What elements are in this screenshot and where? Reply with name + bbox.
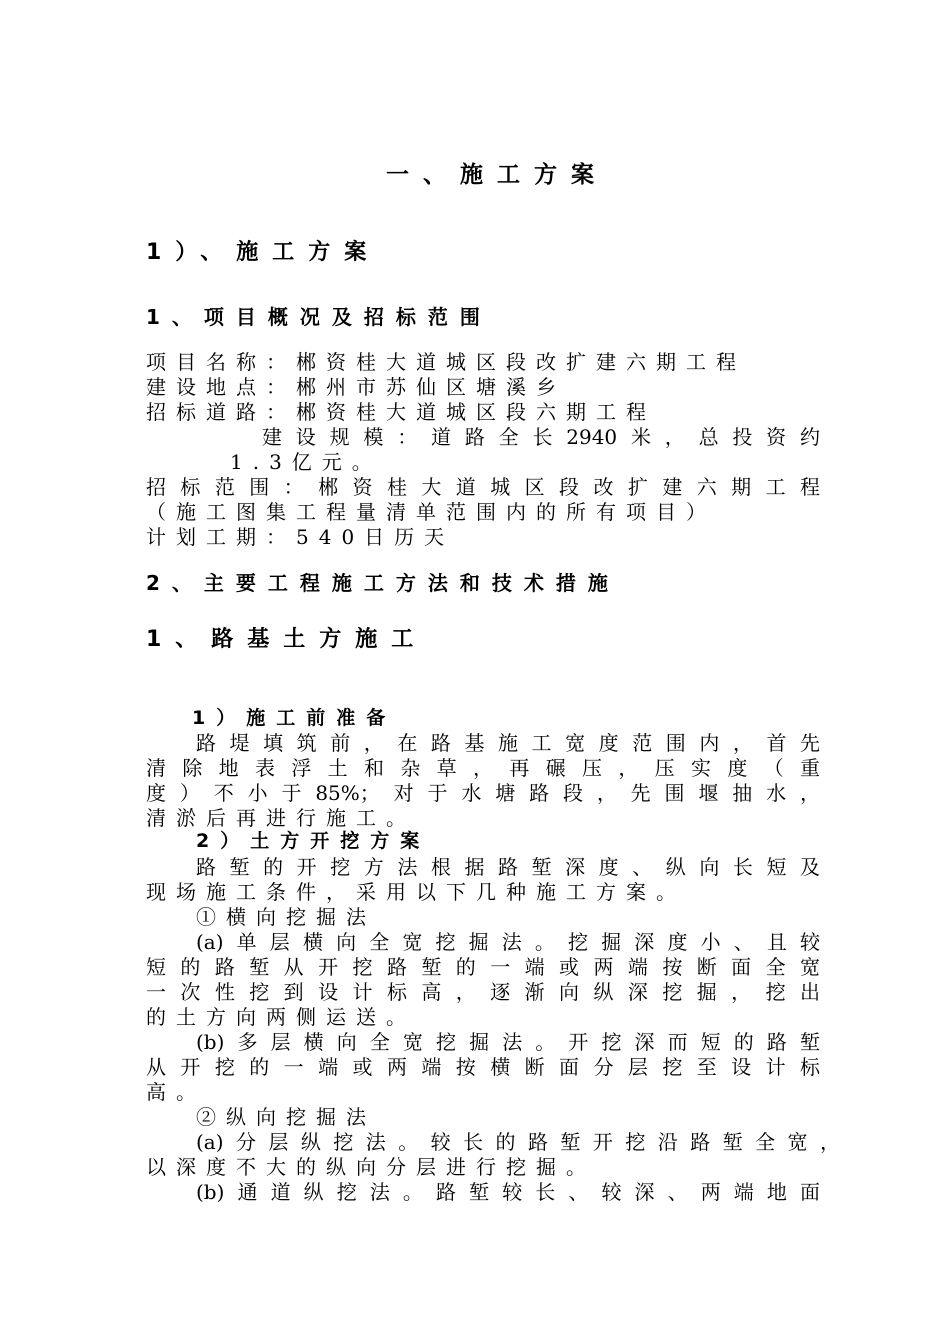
project-location-line: 建设地点：郴州市苏仙区塘溪乡 bbox=[146, 375, 566, 399]
excavation-line-6: 一次性挖到设计标高，逐渐向纵深挖掘，挖出 bbox=[146, 980, 820, 1004]
excavation-line-2: 现场施工条件，采用以下几种施工方案。 bbox=[146, 880, 686, 904]
subsection-heading-overview: 1、项目概况及招标范围 bbox=[146, 305, 492, 329]
subsection-heading-methods: 2、主要工程施工方法和技术措施 bbox=[146, 571, 620, 595]
excavation-line-14: (b)通道纵挖法。路堑较长、较深、两端地面 bbox=[196, 1180, 820, 1204]
paragraph-heading-excavation: 2）土方开挖方案 bbox=[196, 830, 431, 852]
preparation-line-1: 路堤填筑前，在路基施工宽度范围内，首先 bbox=[196, 731, 820, 755]
preparation-line-4: 清淤后再进行施工。 bbox=[146, 806, 416, 830]
excavation-line-8: (b)多层横向全宽挖掘法。开挖深而短的路堑 bbox=[196, 1030, 820, 1054]
excavation-line-4: (a)单层横向全宽挖掘法。挖掘深度小、且较 bbox=[196, 930, 820, 954]
section-heading: 1）、施工方案 bbox=[146, 240, 381, 265]
subsection-heading-earthwork: 1、路基土方施工 bbox=[146, 627, 428, 652]
excavation-line-12: (a)分层纵挖法。较长的路堑开挖沿路堑全宽， bbox=[196, 1130, 840, 1154]
preparation-line-2: 清除地表浮土和杂草，再碾压，压实度（重 bbox=[146, 756, 820, 780]
excavation-line-13: 以深度不大的纵向分层进行挖掘。 bbox=[146, 1155, 596, 1179]
construction-scale-line: 建设规模：道路全长2940米，总投资约 bbox=[262, 425, 820, 449]
excavation-line-9: 从开挖的一端或两端按横断面分层挖至设计标 bbox=[146, 1055, 820, 1079]
planned-duration-line: 计划工期：540日历天 bbox=[146, 525, 455, 549]
method-longitudinal-heading: ②纵向挖掘法 bbox=[196, 1105, 376, 1129]
bid-road-line: 招标道路：郴资桂大道城区段六期工程 bbox=[146, 400, 656, 424]
bid-scope-line: 招标范围：郴资桂大道城区段改扩建六期工程 bbox=[146, 475, 820, 499]
project-name-line: 项目名称：郴资桂大道城区段改扩建六期工程 bbox=[146, 350, 746, 374]
investment-amount-line: 1.3亿元。 bbox=[230, 450, 382, 474]
paragraph-heading-preparation: 1）施工前准备 bbox=[192, 707, 397, 729]
preparation-line-3: 度）不小于85%；对于水塘路段，先围堰抽水， bbox=[146, 781, 820, 805]
page-title: 一、施工方案 bbox=[386, 162, 608, 188]
excavation-line-10: 高。 bbox=[146, 1080, 206, 1104]
bid-scope-detail-line: （施工图集工程量清单范围内的所有项目） bbox=[146, 500, 716, 524]
method-transverse-heading: ①横向挖掘法 bbox=[196, 905, 376, 929]
excavation-line-7: 的土方向两侧运送。 bbox=[146, 1005, 416, 1029]
excavation-line-1: 路堑的开挖方法根据路堑深度、纵向长短及 bbox=[196, 855, 820, 879]
excavation-line-5: 短的路堑从开挖路堑的一端或两端按断面全宽 bbox=[146, 955, 820, 979]
